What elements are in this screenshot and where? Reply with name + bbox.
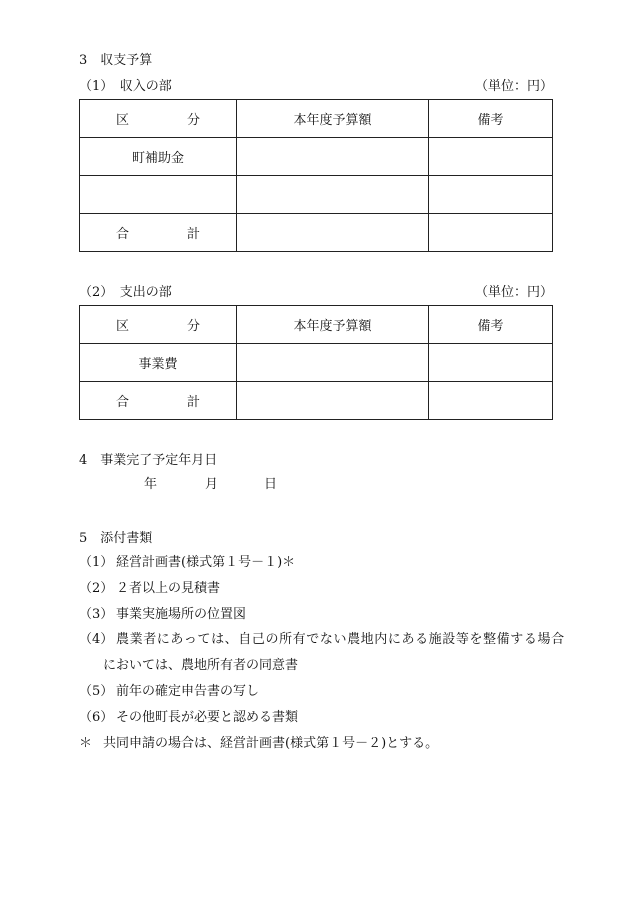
list-item bbox=[79, 685, 259, 698]
total-kei: 計 bbox=[187, 227, 201, 242]
expense-total-amount bbox=[237, 382, 429, 420]
income-unit: （単位：円） bbox=[475, 79, 554, 94]
income-header-amount: 本年度予算額 bbox=[237, 100, 429, 138]
section-3-heading: 3 収支予算 bbox=[79, 53, 153, 68]
expense-title: （2） 支出の部 bbox=[79, 285, 172, 300]
expense-unit: （単位：円） bbox=[475, 285, 554, 300]
income-title: （1） 収入の部 bbox=[79, 79, 172, 94]
expense-header-row bbox=[80, 306, 553, 344]
item-number: （3） bbox=[79, 607, 114, 622]
total-kei: 計 bbox=[187, 395, 201, 410]
income-total-label bbox=[80, 214, 237, 252]
item-text: 前年の確定申告書の写し bbox=[116, 684, 260, 699]
income-header-remarks: 備考 bbox=[429, 100, 553, 138]
expense-table bbox=[79, 305, 553, 420]
list-item-continuation bbox=[103, 659, 298, 672]
header-ku: 区 bbox=[115, 319, 129, 334]
item-number: （1） bbox=[79, 555, 114, 570]
note-line bbox=[79, 737, 438, 750]
list-item bbox=[79, 608, 246, 621]
table-row bbox=[80, 344, 553, 382]
item-text: ２者以上の見積書 bbox=[116, 581, 221, 596]
list-item bbox=[79, 633, 565, 646]
note-text: 共同申請の場合は、経営計画書(様式第１号－２)とする。 bbox=[103, 736, 439, 751]
header-ku: 区 bbox=[115, 113, 129, 128]
income-total-amount bbox=[237, 214, 429, 252]
expense-header-remarks: 備考 bbox=[429, 306, 553, 344]
header-bun: 分 bbox=[187, 319, 201, 334]
income-row-label: 町補助金 bbox=[80, 138, 237, 176]
total-go: 合 bbox=[115, 395, 129, 410]
section-4-heading: 4 事業完了予定年月日 bbox=[79, 453, 218, 468]
list-item bbox=[79, 556, 295, 569]
item-number: （5） bbox=[79, 684, 114, 699]
income-row-remarks bbox=[429, 138, 553, 176]
header-bun: 分 bbox=[187, 113, 201, 128]
note-mark: ＊ bbox=[79, 736, 93, 751]
item-number: （6） bbox=[79, 710, 114, 725]
year-label: 年 bbox=[144, 477, 158, 492]
completion-date-line bbox=[144, 478, 277, 491]
income-total-remarks bbox=[429, 214, 553, 252]
item-text: 経営計画書(様式第１号－１)＊ bbox=[116, 555, 296, 570]
list-item bbox=[79, 711, 298, 724]
expense-header-amount: 本年度予算額 bbox=[237, 306, 429, 344]
income-row-label bbox=[80, 176, 237, 214]
table-row bbox=[80, 138, 553, 176]
expense-row-remarks bbox=[429, 344, 553, 382]
month-label: 月 bbox=[205, 477, 219, 492]
expense-total-remarks bbox=[429, 382, 553, 420]
list-item bbox=[79, 582, 220, 595]
day-label: 日 bbox=[264, 477, 278, 492]
expense-total-label bbox=[80, 382, 237, 420]
item-text: においては、農地所有者の同意書 bbox=[103, 658, 299, 673]
table-row bbox=[80, 176, 553, 214]
income-row-amount bbox=[237, 176, 429, 214]
income-row-remarks bbox=[429, 176, 553, 214]
income-total-row bbox=[80, 214, 553, 252]
income-row-amount bbox=[237, 138, 429, 176]
total-go: 合 bbox=[115, 227, 129, 242]
item-number: （4） bbox=[79, 632, 114, 647]
income-table bbox=[79, 99, 553, 252]
section-5-heading: 5 添付書類 bbox=[79, 531, 153, 546]
expense-header-category bbox=[80, 306, 237, 344]
expense-total-row bbox=[80, 382, 553, 420]
item-text: その他町長が必要と認める書類 bbox=[116, 710, 299, 725]
income-header-row bbox=[80, 100, 553, 138]
item-number: （2） bbox=[79, 581, 114, 596]
item-text: 事業実施場所の位置図 bbox=[116, 607, 247, 622]
expense-row-amount bbox=[237, 344, 429, 382]
expense-row-label: 事業費 bbox=[80, 344, 237, 382]
item-text: 農業者にあっては、自己の所有でない農地内にある施設等を整備する場合 bbox=[116, 632, 565, 647]
income-header-category bbox=[80, 100, 237, 138]
